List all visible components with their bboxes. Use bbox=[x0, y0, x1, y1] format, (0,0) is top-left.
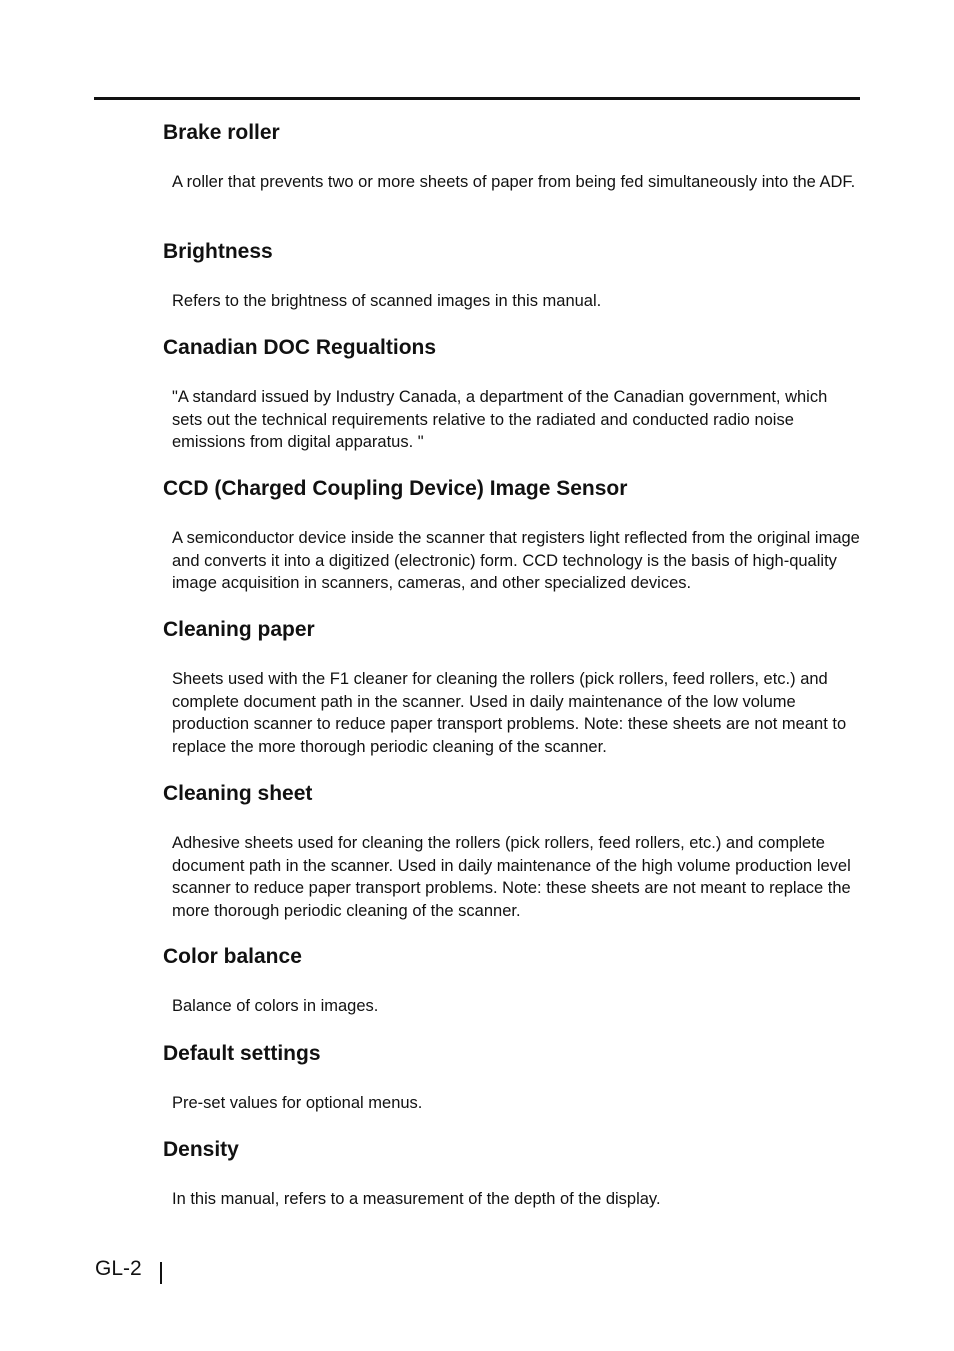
glossary-definition: Balance of colors in images. bbox=[172, 997, 379, 1015]
glossary-term: Canadian DOC Regualtions bbox=[163, 336, 437, 359]
glossary-definition: A roller that prevents two or more sheets of paper from being fed simultaneously into the ADF. bbox=[172, 173, 856, 191]
glossary-term: Color balance bbox=[163, 945, 302, 968]
glossary-definition: In this manual, refers to a measurement of the depth of the display. bbox=[172, 1190, 661, 1208]
glossary-term: Brake roller bbox=[163, 121, 280, 144]
glossary-definition: Sheets used with the F1 cleaner for cleaning the rollers (pick rollers, feed rollers, etc.) and complete document path in the scanner. Used in daily maintenance of the low volume production scanner to reduce paper transport problems. Note: these sheets are not meant to replace the more thorough periodic cleaning of the scanner. bbox=[172, 670, 847, 756]
glossary-term: Cleaning sheet bbox=[163, 782, 313, 805]
glossary-definition: "A standard issued by Industry Canada, a department of the Canadian government, which sets out the technical requirements relative to the radiated and conducted radio noise emissions from digital apparatus. " bbox=[172, 388, 828, 451]
footer-divider bbox=[160, 1262, 162, 1284]
glossary-definition: Pre-set values for optional menus. bbox=[172, 1094, 423, 1112]
glossary-definition: A semiconductor device inside the scanner that registers light reflected from the original image and converts it into a digitized (electronic) form. CCD technology is the basis of high-quality image acquisition in scanners, cameras, and other specialized devices. bbox=[172, 529, 860, 592]
glossary-term: Cleaning paper bbox=[163, 618, 315, 641]
glossary-term: Default settings bbox=[163, 1042, 321, 1065]
glossary-term: CCD (Charged Coupling Device) Image Sensor bbox=[163, 477, 628, 500]
glossary-term: Density bbox=[163, 1138, 239, 1161]
glossary-definition: Refers to the brightness of scanned images in this manual. bbox=[172, 292, 602, 310]
header-rule bbox=[94, 97, 860, 100]
glossary-definition: Adhesive sheets used for cleaning the rollers (pick rollers, feed rollers, etc.) and complete document path in the scanner. Used in daily maintenance of the high volume production level scanner to reduce paper transport problems. Note: these sheets are not meant to replace the more thorough periodic cleaning of the scanner. bbox=[172, 834, 851, 920]
glossary-term: Brightness bbox=[163, 240, 273, 263]
page-number: GL-2 bbox=[95, 1257, 142, 1280]
